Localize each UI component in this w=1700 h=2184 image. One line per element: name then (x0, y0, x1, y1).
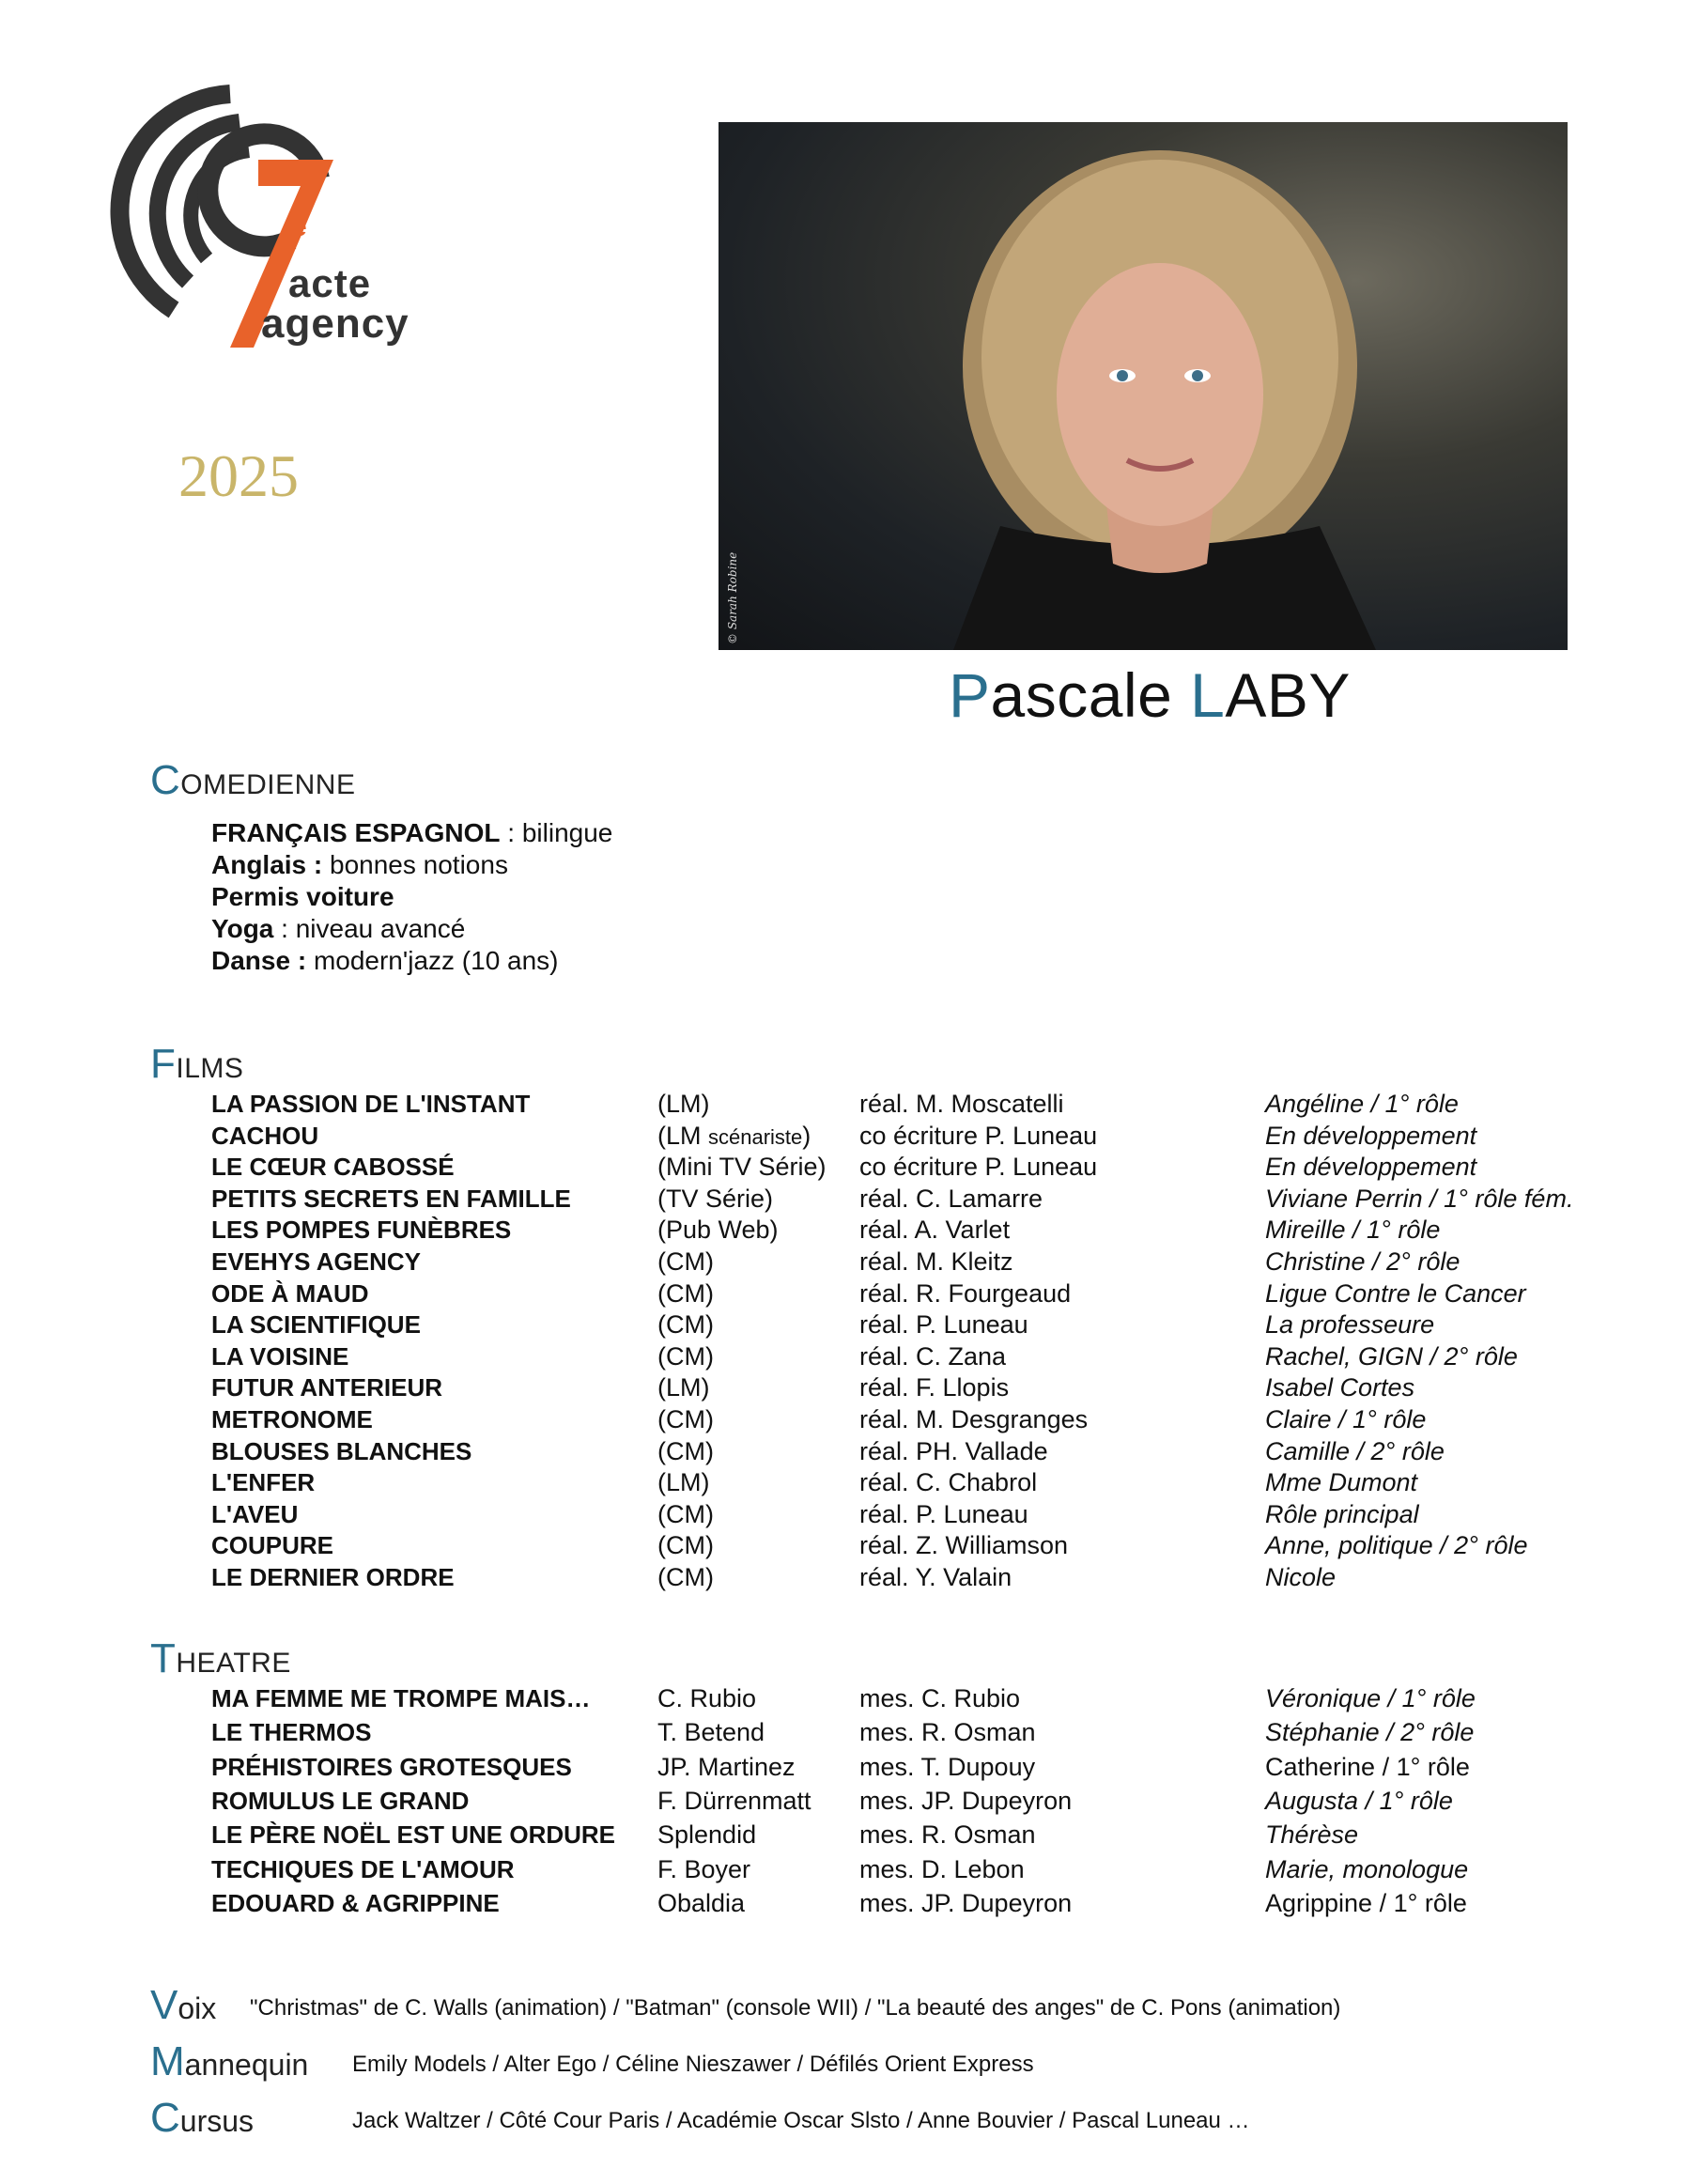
film-credit: réal. C. Zana (859, 1341, 1007, 1371)
film-title: LES POMPES FUNÈBRES (211, 1216, 512, 1245)
logo-word-agency: agency (261, 301, 410, 347)
theatre-author: JP. Martinez (657, 1752, 796, 1781)
film-type-main: (Pub Web) (657, 1216, 779, 1245)
skill-item (211, 881, 612, 913)
cursus-heading (150, 2095, 254, 2142)
film-type (657, 1122, 811, 1151)
film-title: PETITS SECRETS EN FAMILLE (211, 1184, 571, 1213)
film-role: Anne, politique / 2° rôle (1265, 1531, 1528, 1560)
film-role: En développement (1265, 1121, 1477, 1150)
film-type (657, 1279, 714, 1309)
film-type (657, 1437, 714, 1466)
film-type (657, 1310, 714, 1340)
section-cap: M (150, 2038, 185, 2084)
theatre-author: T. Betend (657, 1718, 765, 1747)
theatre-credit: mes. R. Osman (859, 1820, 1036, 1850)
film-role: Claire / 1° rôle (1265, 1405, 1427, 1433)
section-cap: F (150, 1041, 177, 1087)
actor-name (949, 659, 1351, 731)
skill-item (211, 913, 612, 945)
mannequin-heading (150, 2038, 308, 2085)
theatre-author: C. Rubio (657, 1684, 757, 1712)
film-type (657, 1185, 773, 1214)
film-type-main: (CM) (657, 1405, 714, 1433)
theatre-author: Obaldia (657, 1888, 746, 1917)
film-type-main: (Mini TV Série) (657, 1153, 827, 1182)
theatre-role: Augusta / 1° rôle (1265, 1786, 1453, 1815)
skill-sep: : (273, 914, 296, 943)
film-type-main: (CM) (657, 1563, 714, 1591)
section-comedienne-heading (150, 757, 355, 804)
voix-line (150, 1982, 1341, 2029)
section-rest: HEATRE (176, 1648, 291, 1679)
film-credit: réal. PH. Vallade (859, 1436, 1048, 1465)
film-type-end: ) (802, 1121, 811, 1150)
film-type (657, 1531, 714, 1560)
skill-label: FRANÇAIS ESPAGNOL (211, 818, 501, 847)
film-title: LE DERNIER ORDRE (211, 1563, 455, 1591)
theatre-credit: mes. D. Lebon (859, 1854, 1025, 1883)
film-role: Ligue Contre le Cancer (1265, 1278, 1526, 1308)
portrait-image-icon (719, 122, 1568, 650)
film-title: LA PASSION DE L'INSTANT (211, 1090, 531, 1118)
film-type-main: (LM (657, 1121, 708, 1150)
film-role: La professeure (1265, 1310, 1435, 1340)
film-type-main: (LM) (657, 1090, 710, 1118)
theatre-role: Agrippine / 1° rôle (1265, 1888, 1467, 1917)
portrait-photo (719, 122, 1568, 650)
film-credit: réal. Y. Valain (859, 1563, 1012, 1591)
film-role: Mireille / 1° rôle (1265, 1216, 1441, 1245)
cursus-line (150, 2095, 1250, 2142)
film-type (657, 1373, 710, 1402)
film-title: CACHOU (211, 1121, 319, 1150)
film-type (657, 1563, 714, 1592)
theatre-author: F. Dürrenmatt (657, 1786, 811, 1815)
theatre-credit: mes. C. Rubio (859, 1684, 1021, 1712)
section-rest: oix (178, 1991, 217, 2025)
film-type-main: (CM) (657, 1247, 714, 1276)
logo-sup: e (291, 211, 307, 242)
film-type-main: (CM) (657, 1278, 714, 1308)
theatre-credit: mes. JP. Dupeyron (859, 1786, 1073, 1815)
skill-item (211, 945, 612, 977)
mannequin-text: Emily Models / Alter Ego / Céline Nieszawer / Défilés Orient Express (352, 2052, 1034, 2077)
section-cap: T (150, 1635, 177, 1681)
skill-value: niveau avancé (295, 914, 466, 943)
film-type (657, 1247, 714, 1277)
film-type-small: scénariste (708, 1124, 803, 1149)
film-role: Rachel, GIGN / 2° rôle (1265, 1341, 1518, 1371)
film-type (657, 1153, 827, 1182)
name-first-rest: ascale (990, 660, 1191, 730)
skill-value: bonnes notions (330, 850, 508, 879)
section-cap: C (150, 757, 181, 803)
film-title: COUPURE (211, 1531, 334, 1560)
film-credit: réal. M. Kleitz (859, 1247, 1013, 1276)
skills-list (211, 817, 612, 977)
year-label: 2025 (178, 442, 299, 509)
theatre-title: ROMULUS LE GRAND (211, 1786, 470, 1815)
film-credit: réal. P. Luneau (859, 1310, 1028, 1340)
theatre-title: MA FEMME ME TROMPE MAIS… (211, 1684, 591, 1712)
theatre-role: Catherine / 1° rôle (1265, 1752, 1470, 1781)
film-role: Viviane Perrin / 1° rôle fém. (1265, 1184, 1574, 1213)
film-title: BLOUSES BLANCHES (211, 1436, 472, 1465)
film-title: METRONOME (211, 1405, 373, 1433)
name-last-initial: L (1190, 660, 1226, 730)
film-role: Camille / 2° rôle (1265, 1436, 1445, 1465)
skill-label: Yoga (211, 914, 274, 943)
section-rest: ILMS (176, 1053, 244, 1084)
film-type (657, 1090, 710, 1119)
section-rest: OMEDIENNE (180, 769, 356, 800)
film-type-main: (LM) (657, 1468, 710, 1497)
film-role: Nicole (1265, 1563, 1337, 1591)
skill-label: Permis voiture (211, 882, 394, 911)
film-credit: réal. C. Lamarre (859, 1184, 1043, 1213)
skill-label: Danse : (211, 946, 307, 975)
section-films-heading (150, 1041, 243, 1088)
theatre-title: LE THERMOS (211, 1718, 372, 1747)
film-type-main: (CM) (657, 1341, 714, 1371)
film-role: En développement (1265, 1153, 1477, 1182)
skill-value: bilingue (521, 818, 613, 847)
film-type-main: (CM) (657, 1499, 714, 1528)
theatre-title: EDOUARD & AGRIPPINE (211, 1888, 500, 1917)
section-rest: ursus (179, 2104, 255, 2138)
film-type-main: (LM) (657, 1373, 710, 1402)
skill-sep (306, 946, 314, 975)
film-title: ODE À MAUD (211, 1278, 369, 1308)
film-credit: co écriture P. Luneau (859, 1153, 1098, 1182)
theatre-author: F. Boyer (657, 1854, 751, 1883)
film-role: Christine / 2° rôle (1265, 1247, 1460, 1276)
agency-logo (89, 75, 427, 366)
film-credit: réal. R. Fourgeaud (859, 1278, 1072, 1308)
theatre-title: TECHIQUES DE L'AMOUR (211, 1854, 515, 1883)
cursus-text: Jack Waltzer / Côté Cour Paris / Académie Oscar Slsto / Anne Bouvier / Pascal Luneau … (352, 2108, 1250, 2133)
mannequin-line (150, 2038, 1034, 2085)
film-credit: réal. Z. Williamson (859, 1531, 1069, 1560)
film-type-main: (CM) (657, 1310, 714, 1340)
theatre-title: PRÉHISTOIRES GROTESQUES (211, 1752, 572, 1781)
theatre-credit: mes. T. Dupouy (859, 1752, 1036, 1781)
film-type (657, 1468, 710, 1497)
voix-text: "Christmas" de C. Walls (animation) / "Batman" (console WII) / "La beauté des anges" de C. Pons (animation) (250, 1995, 1341, 2021)
film-title: L'ENFER (211, 1468, 316, 1497)
film-type-main: (CM) (657, 1436, 714, 1465)
skill-label: Anglais : (211, 850, 323, 879)
film-type-main: (CM) (657, 1531, 714, 1560)
film-type (657, 1216, 779, 1245)
film-title: L'AVEU (211, 1499, 299, 1528)
section-theatre-heading (150, 1635, 291, 1682)
logo-word-acte: acte (288, 261, 372, 305)
film-credit: réal. A. Varlet (859, 1216, 1011, 1245)
theatre-title: LE PÈRE NOËL EST UNE ORDURE (211, 1820, 616, 1850)
film-role: Isabel Cortes (1265, 1373, 1415, 1402)
film-credit: réal. P. Luneau (859, 1499, 1028, 1528)
theatre-author: Splendid (657, 1820, 757, 1850)
skill-sep (322, 850, 330, 879)
theatre-role: Stéphanie / 2° rôle (1265, 1718, 1475, 1747)
section-cap: V (150, 1982, 178, 2028)
film-credit: réal. F. Llopis (859, 1373, 1010, 1402)
film-role: Rôle principal (1265, 1499, 1419, 1528)
film-credit: réal. M. Moscatelli (859, 1090, 1064, 1118)
section-cap: C (150, 2095, 180, 2141)
film-credit: co écriture P. Luneau (859, 1121, 1098, 1150)
skill-value: modern'jazz (10 ans) (313, 946, 559, 975)
film-type (657, 1342, 714, 1371)
film-type (657, 1405, 714, 1434)
film-type-main: (TV Série) (657, 1184, 774, 1213)
section-rest: annequin (184, 2048, 309, 2082)
skill-item (211, 817, 612, 849)
name-first-initial: P (949, 660, 991, 730)
name-last-rest: ABY (1225, 660, 1351, 730)
film-title: FUTUR ANTERIEUR (211, 1373, 443, 1402)
photo-credit: © Sarah Robine (726, 551, 739, 644)
theatre-credit: mes. JP. Dupeyron (859, 1888, 1073, 1917)
film-role: Mme Dumont (1265, 1468, 1418, 1497)
film-credit: réal. C. Chabrol (859, 1468, 1038, 1497)
film-type (657, 1500, 714, 1529)
voix-heading (150, 1982, 216, 2029)
film-title: LE CŒUR CABOSSÉ (211, 1153, 455, 1182)
film-title: LA VOISINE (211, 1341, 349, 1371)
theatre-role: Thérèse (1265, 1820, 1359, 1850)
skill-item (211, 849, 612, 881)
theatre-role: Véronique / 1° rôle (1265, 1684, 1476, 1712)
film-title: EVEHYS AGENCY (211, 1247, 421, 1276)
film-title: LA SCIENTIFIQUE (211, 1310, 421, 1340)
film-role: Angéline / 1° rôle (1265, 1090, 1459, 1118)
theatre-role: Marie, monologue (1265, 1854, 1469, 1883)
film-credit: réal. M. Desgranges (859, 1405, 1089, 1433)
theatre-credit: mes. R. Osman (859, 1718, 1036, 1747)
skill-sep: : (500, 818, 522, 847)
